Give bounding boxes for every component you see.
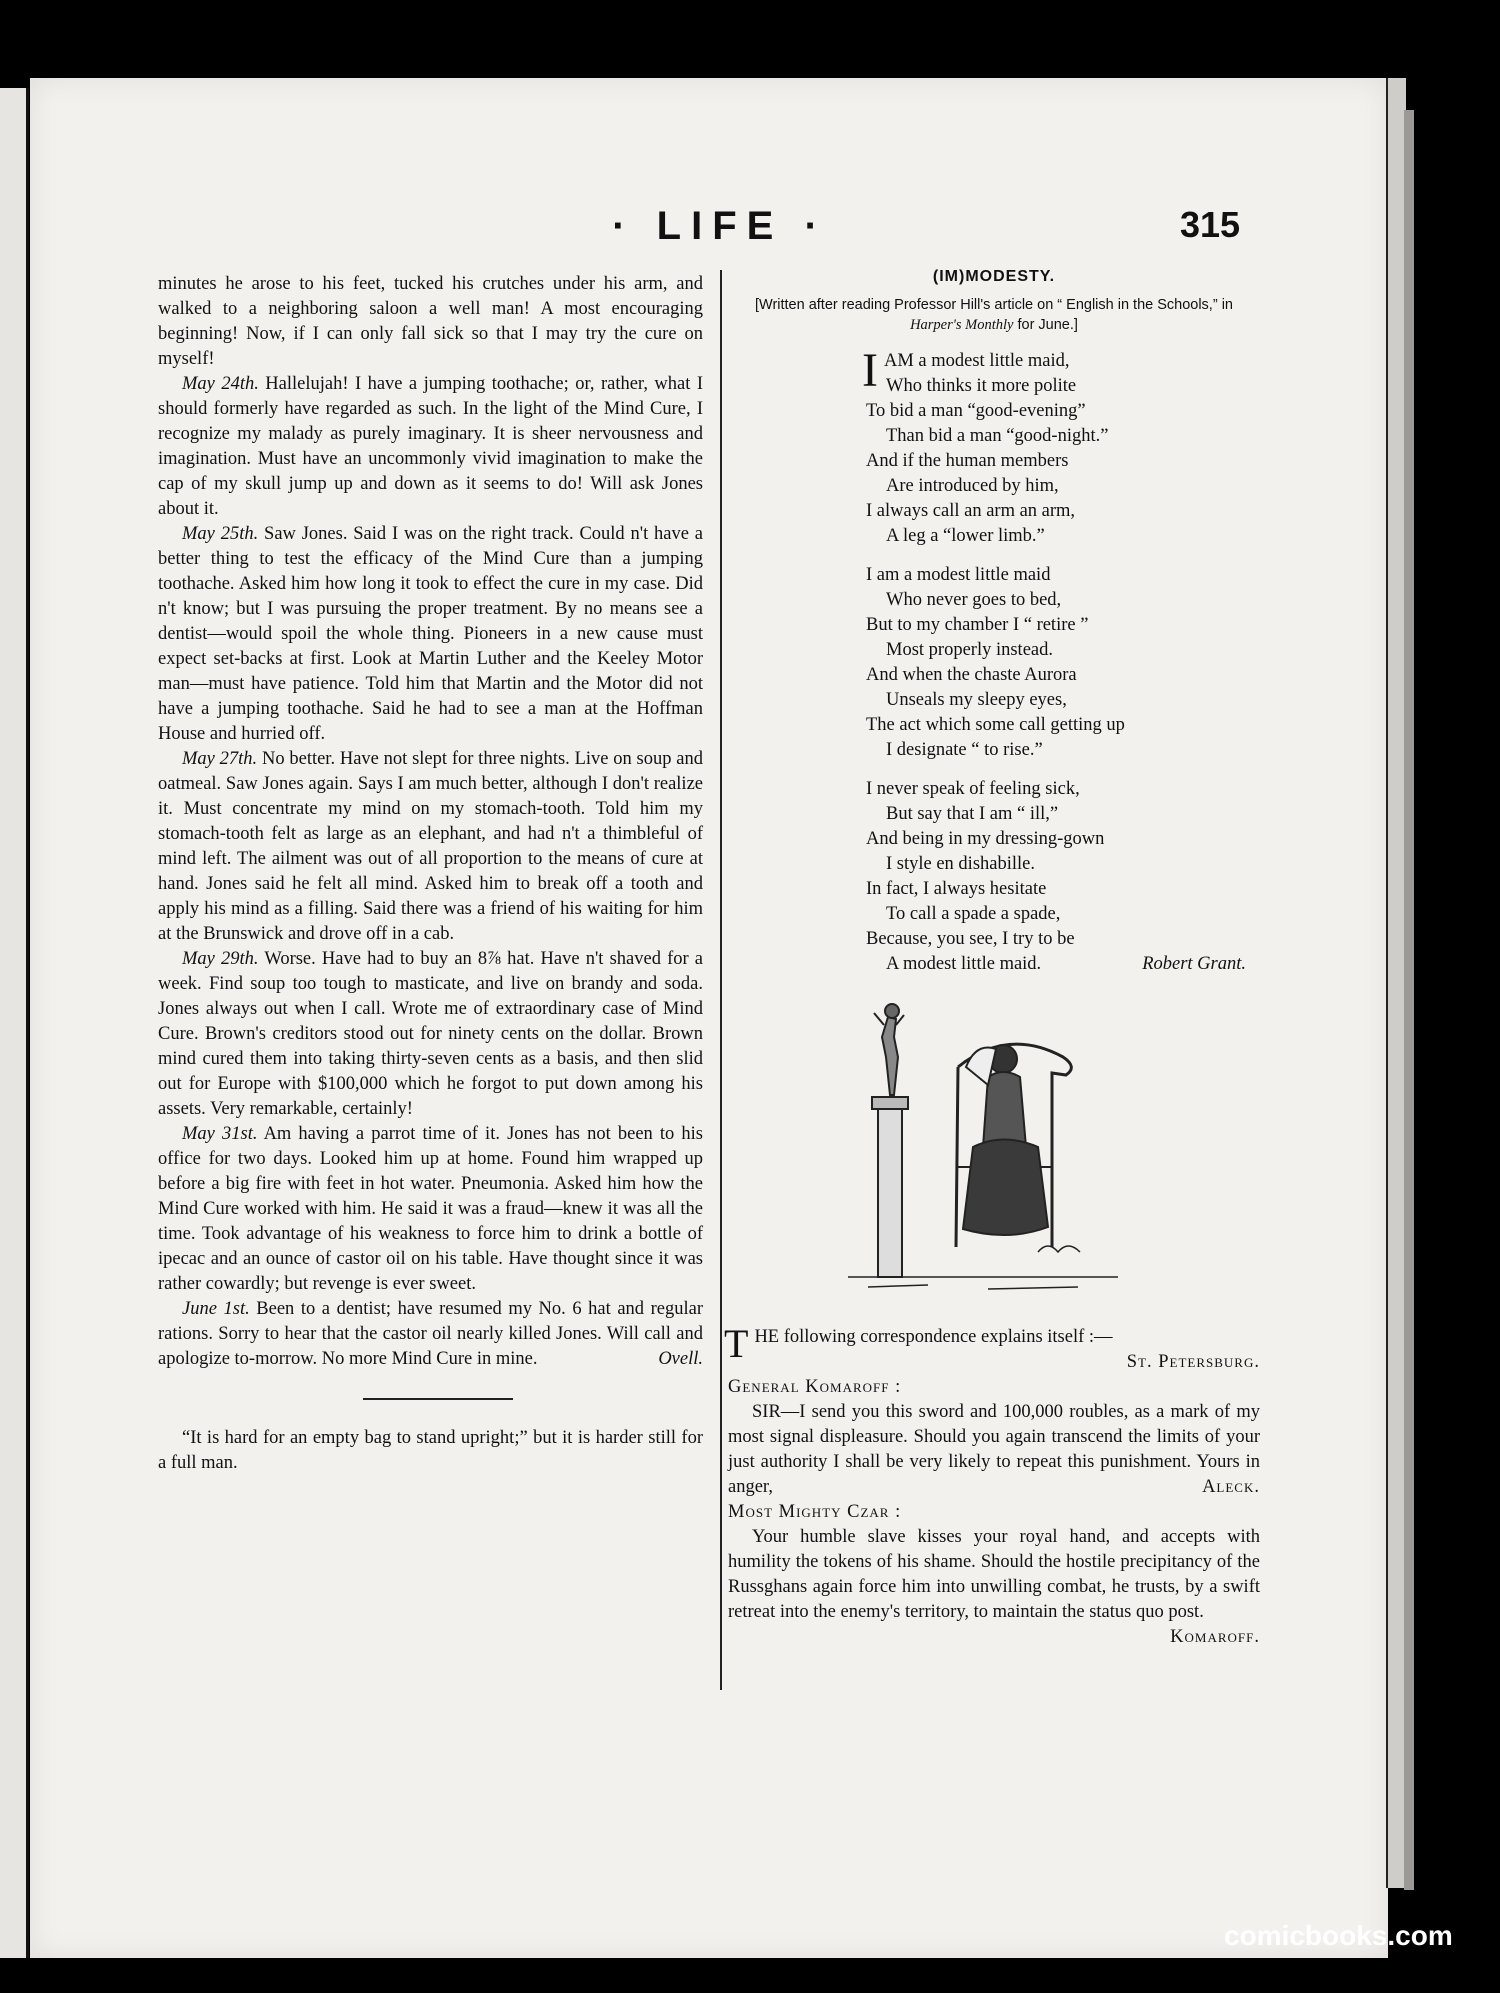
page-edge-shadow xyxy=(1404,110,1414,1890)
paragraph: minutes he arose to his feet, tucked his crutches under his arm, and walked to a neighboring saloon a well man! A most encouraging beginning! Now, if I can only fall sick so that I may try the cure on myself! xyxy=(158,274,703,369)
section-rule xyxy=(363,1398,513,1400)
letter-signature: Aleck. xyxy=(1202,1477,1260,1497)
source-watermark: comicbooks.com xyxy=(1224,1920,1453,1951)
paragraph: June 1st. Been to a dentist; have resumed my No. 6 hat and regular rations. Sorry to hear that the castor oil nearly killed Jones. Will call and apologize to-morrow. No more Mind Cure in mine. Ovell. xyxy=(158,1297,703,1372)
letter-from-komaroff: Your humble slave kisses your royal hand, and accepts with humility the tokens of his shame. Should the hostile precipitancy of the Russghans again force him into unwilling combat, he trusts, by a swift retreat into the enemy's territory, to maintain the status quo post. Komaroff. xyxy=(728,1525,1260,1625)
poem-author: Robert Grant. xyxy=(1142,954,1246,974)
paragraph: May 25th. Saw Jones. Said I was on the right track. Could n't have a better thing to test the efficacy of the Mind Cure than a jumping toothache. Asked him how long it took to effect the cure in my case. Did n't know; but I was pursuing the proper treatment. By no means see a dentist—would spoil the whole thing. Pioneers in a new cause must expect set-backs at first. Look at Martin Luther and the Keeley Motor man—must have patience. Told him that Martin and the Motor did not have a jumping toothache. Said he had to see a man at the Hoffman House and hurried off. xyxy=(158,524,703,744)
paragraph: May 27th. No better. Have not slept for three nights. Live on soup and oatmeal. Saw Jones again. Says I am much better, although I don't realize it. Must concentrate my mind on my stomach-tooth. Told him my stomach-tooth felt as large as an elephant, and had n't a thimbleful of mind left. The ailment was out of all proportion to the means of cure at hand. Jones said he felt all mind. Asked him to break off a tooth and apply his mind as a filling. Said there was a friend of his waiting for him at the Brunswick and drove off in a cab. xyxy=(158,749,703,944)
page-edge xyxy=(1386,78,1406,1888)
entry-date: May 31st. xyxy=(182,1124,258,1144)
entry-date: May 29th. xyxy=(182,949,259,969)
drop-cap: I xyxy=(862,344,878,397)
poem-note: [Written after reading Professor Hill's article on “ English in the Schools,” in Harper's Monthly for June.] xyxy=(755,297,1233,333)
letter-from-czar: SIR—I send you this sword and 100,000 roubles, as a mark of my most signal displeasure. Should you again transcend the limits of your just authority I shall be very likely to repeat this punishment. Yours in anger, Aleck. xyxy=(728,1400,1260,1500)
stanza: I never speak of feeling sick, But say that I am “ ill,” And being in my dressing-gown I style en dishabille. In fact, I always hesitate To call a spade a spade, Because, you see, I try to be A modest little maid. Robert Grant. xyxy=(866,777,1260,977)
right-column xyxy=(724,264,1260,1650)
salutation: Most Mighty Czar : xyxy=(728,1502,902,1522)
entry-date: June 1st. xyxy=(182,1299,250,1319)
entry-date: May 24th. xyxy=(182,374,259,394)
page-number: 315 xyxy=(1180,204,1241,245)
column-divider xyxy=(720,270,722,1690)
paragraph: May 31st. Am having a parrot time of it. Jones has not been to his office for two days. Looked him up at home. Found him wrapped up before a big fire with feet in hot water. Pneumonia. Asked him how the Mind Cure worked with him. He said it was a fraud—knew it was all the time. Took advantage of his weakness to force him to drink a bottle of ipecac and an ounce of castor oil on his table. Have thought since it was rather cowardly; but revenge is ever sweet. xyxy=(158,1124,703,1294)
author-signature: Ovell. xyxy=(658,1349,703,1369)
dateline-place: St. Petersburg. xyxy=(1126,1352,1260,1372)
quip: “It is hard for an empty bag to stand upright;” but it is harder still for a full man. xyxy=(158,1428,703,1473)
salutation: General Komaroff : xyxy=(728,1377,902,1397)
stanza: I AM a modest little maid, Who thinks it more polite To bid a man “good-evening” Than bid a man “good-night.” And if the human members Are introduced by him, I always call an arm an arm, A leg a “lower limb.” xyxy=(862,344,1109,546)
correspondence-intro: THE following correspondence explains itself :— xyxy=(724,1321,1113,1366)
left-column xyxy=(158,272,703,1476)
stanza: I am a modest little maid Who never goes to bed, But to my chamber I “ retire ” Most properly instead. And when the chaste Aurora Unseals my sleepy eyes, The act which some call getting up I designate “ to rise.” xyxy=(866,565,1125,760)
poem xyxy=(862,344,1260,977)
running-head: · LIFE · xyxy=(612,204,828,248)
left-page-edge xyxy=(0,88,29,1958)
paragraph: May 29th. Worse. Have had to buy an 8⅞ hat. Have n't shaved for a week. Find soup too tough to masticate, and live on brandy and soda. Jones always out when I call. Wrote me of extraordinary case of Mind Cure. Brown's creditors stood out for ninety cents on the dollar. Brown mind cured them into taking thirty-seven cents as a basis, and then slid out for Europe with $100,000 which he forgot to put down among his assets. Very remarkable, certainly! xyxy=(158,949,703,1119)
letter-signature: Komaroff. xyxy=(1170,1627,1260,1647)
poem-title: (IM)MODESTY. xyxy=(932,268,1056,285)
entry-date: May 27th. xyxy=(182,749,258,769)
entry-date: May 25th. xyxy=(182,524,259,544)
paragraph: May 24th. Hallelujah! I have a jumping toothache; or, rather, what I should formerly have regarded as such. In the light of the Mind Cure, I recognize my malady as purely imaginary. It is sheer nervousness and imagination. Must have an uncommonly vivid imagination to make the cap of my skull jump up and down as it seems to do! Will ask Jones about it. xyxy=(158,374,703,519)
seated-woman-illustration xyxy=(838,997,1128,1297)
